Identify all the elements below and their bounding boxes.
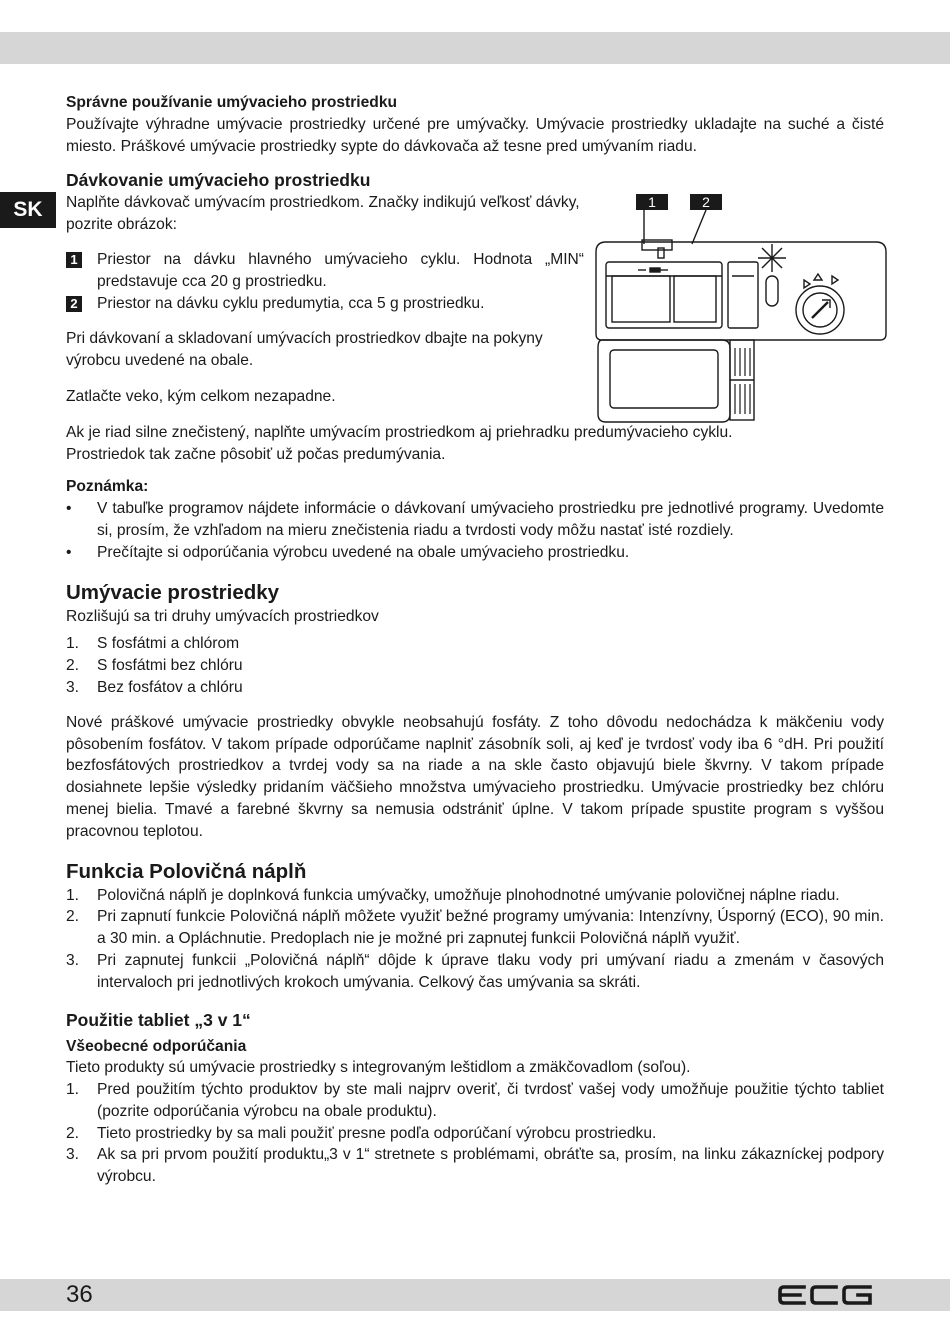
figure-label-2: 2 — [702, 194, 710, 210]
list-item: 3. Bez fosfátov a chlóru — [66, 678, 243, 696]
half-load-list — [66, 885, 884, 994]
heading-note: Poznámka: — [66, 478, 149, 496]
paragraph-dirty: Ak je riad silne znečistený, naplňte umývacím prostriedkom aj priehradku predumývacieho cyklu. Prostriedok tak začne pôsobiť už počas predumývania. — [66, 423, 733, 463]
paragraph-dosing-instructions: Pri dávkovaní a skladovaní umývacích prostriedkov dbajte na pokyny výrobcu uvedené na obale. — [66, 330, 543, 370]
tablets-list — [66, 1079, 884, 1188]
list-item: 3. Ak sa pri prvom použití produktu„3 v 1“ stretnete s problémami, obráťte sa, prosím, na linku zákazníckej podpory výrobcu. — [66, 1146, 884, 1186]
paragraph-correct-use: Používajte výhradne umývacie prostriedky určené pre umývačky. Umývacie prostriedky ukladajte na suché a čisté miesto. Práškové umývacie prostriedky sypte do dávkovača až tesne pred umývaním riadu. — [66, 115, 884, 155]
list-item: 2. S fosfátmi bez chlóru — [66, 657, 243, 675]
ecg-logo — [778, 1284, 874, 1306]
heading-detergents: Umývacie prostriedky — [66, 580, 280, 604]
heading-correct-use: Správne používanie umývacieho prostriedku — [66, 94, 398, 111]
paragraph-detergents: Nové práškové umývacie prostriedky obvykle neobsahujú fosfáty. Z toho dôvodu nedochádza k mäkčeniu vody pôsobením fosfátov. V takom prípade odporúčame naplniť zásobník soli, aj keď je tvrdosť vody iba 6 °dH. Pri použití bezfosfátových prostriedkov a tvrdej vody sa na riade a na skle často objavujú biele škvrny. V takom prípade dosiahnete lepšie výsledky pridaním väčšieho množstva umývacieho prostriedku. Umývacie prostriedky bez chlóru menej bielia. Tmavé a farebné škvrny sa nemusia odstrániť úplne. V takom prípade spustite program s vyššou pracovnou teplotou. — [66, 713, 884, 840]
paragraph-detergents-intro: Rozlišujú sa tri druhy umývacích prostriedkov — [66, 607, 379, 625]
paragraph-dosing-intro: Naplňte dávkovač umývacím prostriedkom. Značky indikujú veľkosť dávky, pozrite obrázok: — [66, 194, 580, 234]
list-item: 1. S fosfátmi a chlórom — [66, 635, 240, 653]
list-item: • V tabuľke programov nájdete informácie o dávkovaní umývacieho prostriedku pre jednotlivé programy. Uvedomte si, prosím, že vzhľadom na mieru znečistenia riadu a tvrdosti vody môžu nastať isté rozdiely. — [66, 498, 884, 542]
badge-2: 2 — [66, 296, 82, 312]
dosing-list — [66, 249, 584, 314]
list-item: 2. Pri zapnutí funkcie Polovičná náplň môžete využiť bežné programy umývania: Intenzívny, Úsporný (ECO), 90 min. a 30 min. a Opláchnutie. Predoplach nie je možné pri zapnutej funkcii Polovičná náplň využiť. — [66, 908, 884, 948]
heading-tablets: Použitie tabliet „3 v 1“ — [66, 1009, 251, 1030]
list-item: 2. Tieto prostriedky by sa mali použiť presne podľa odporúčaní výrobcu prostriedku. — [66, 1124, 657, 1142]
paragraph-tablets-intro: Tieto produkty sú umývacie prostriedky s integrovaným leštidlom a zmäkčovadlom (soľou). — [66, 1059, 691, 1077]
figure-label-1: 1 — [648, 194, 656, 210]
list-item: 1. Polovičná náplň je doplnková funkcia umývačky, umožňuje plnohodnotné umývanie polovičnej náplne riadu. — [66, 886, 840, 904]
header-bar — [0, 32, 950, 64]
subheading-general-recommendations: Všeobecné odporúčania — [66, 1037, 247, 1055]
list-item: 1. Pred použitím týchto produktov by ste mali najprv overiť, či tvrdosť vašej vody umožňuje použitie týchto tabliet (pozrite odporúčania výrobcu na obale produktu). — [66, 1081, 884, 1120]
note-list — [66, 498, 884, 563]
language-tab: SK — [0, 192, 56, 228]
detergents-list — [66, 633, 884, 698]
list-item: • Prečítajte si odporúčania výrobcu uvedené na obale umývacieho prostriedku. — [66, 542, 884, 564]
list-item: 1 Priestor na dávku hlavného umývacieho cyklu. Hodnota „MIN“ predstavuje cca 20 g prostriedku. — [66, 249, 584, 293]
page-number: 36 — [66, 1281, 93, 1308]
badge-1: 1 — [66, 252, 82, 268]
paragraph-lid: Zatlačte veko, kým celkom nezapadne. — [66, 387, 336, 405]
heading-half-load: Funkcia Polovičná náplň — [66, 859, 307, 883]
list-item: 2 Priestor na dávku cyklu predumytia, cca 5 g prostriedku. — [66, 293, 584, 315]
page-content — [66, 92, 884, 1188]
heading-dosing: Dávkovanie umývacieho prostriedku — [66, 170, 371, 191]
list-item: 3. Pri zapnutej funkcii „Polovičná náplň“ dôjde k úprave tlaku vody pri umývaní riadu a zmenám v časových intervaloch pri jednotlivých krokoch umývania. Celkový čas umývania sa skráti. — [66, 951, 884, 991]
